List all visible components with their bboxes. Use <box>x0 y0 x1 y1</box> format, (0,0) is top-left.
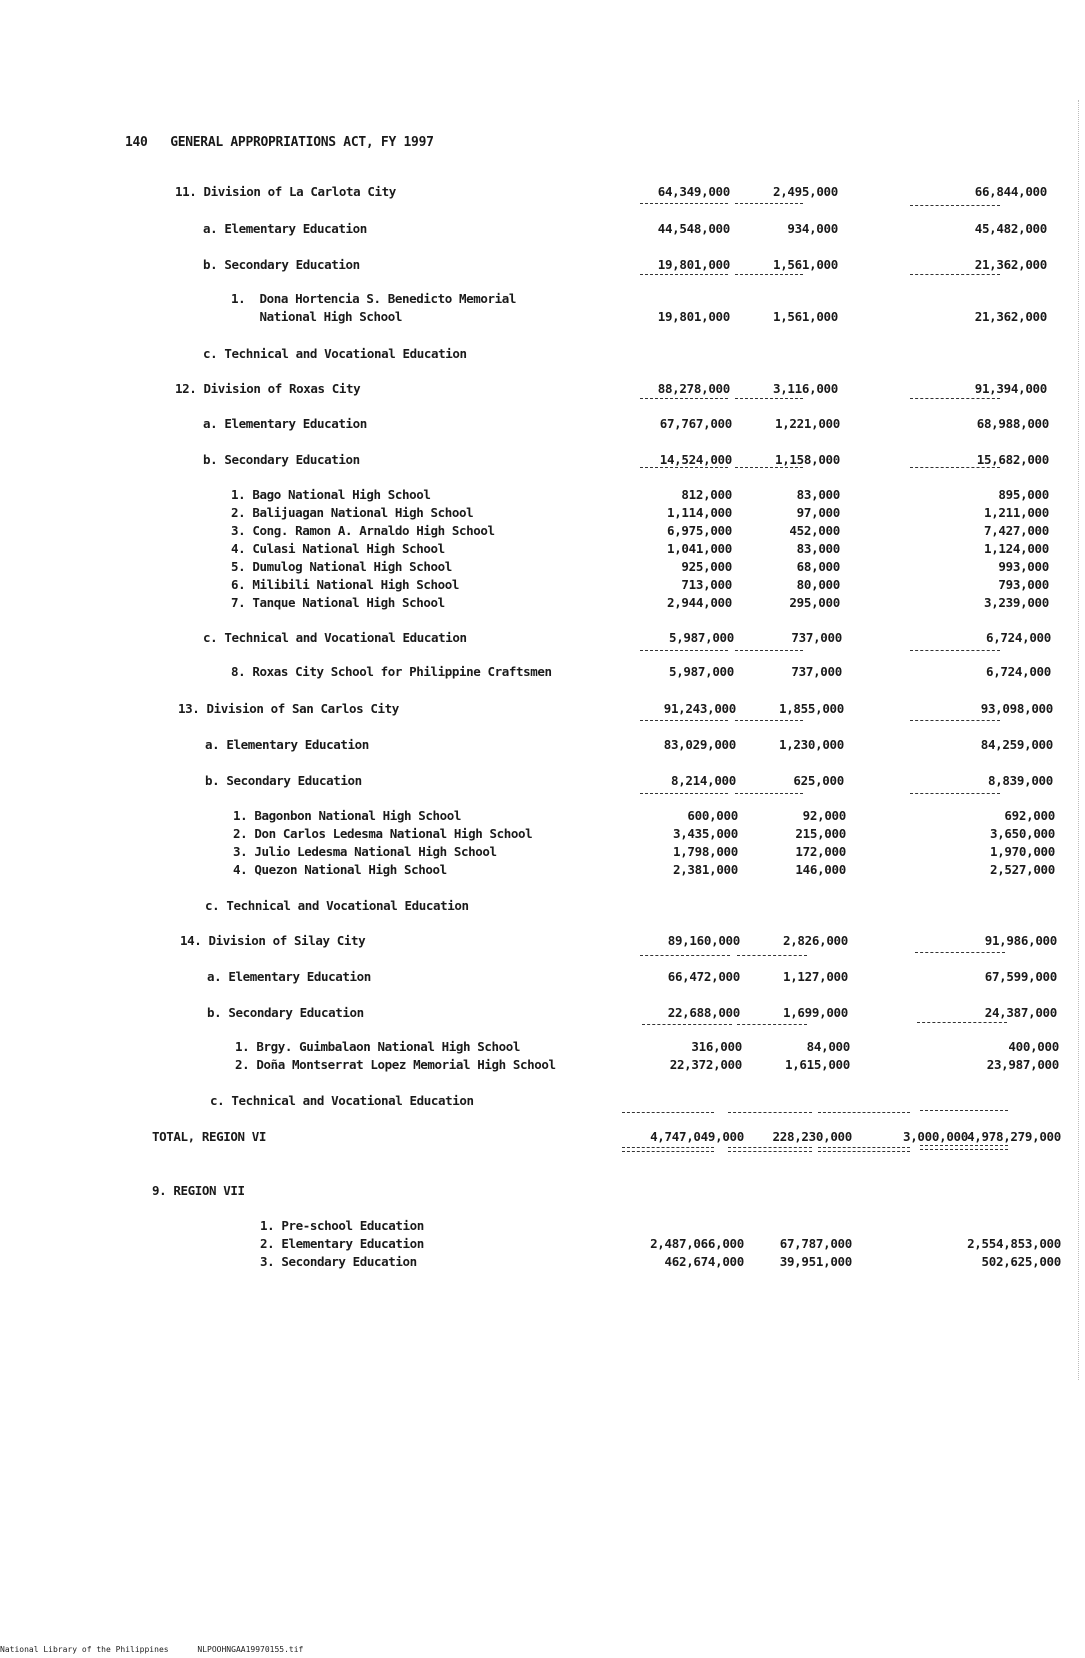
table-row <box>0 1128 1085 1146</box>
subtotal-rule <box>640 720 728 721</box>
total-value: 993,000 <box>998 559 1049 574</box>
current-operating-value: 22,688,000 <box>667 1005 740 1020</box>
total-value: 23,987,000 <box>986 1057 1059 1072</box>
total-value: 91,986,000 <box>984 933 1057 948</box>
row-label: 14. Division of Silay City <box>180 933 366 948</box>
subtotal-rule <box>737 955 807 956</box>
table-row <box>0 843 1085 861</box>
total-value: 502,625,000 <box>981 1254 1061 1269</box>
table-row <box>0 1217 1085 1235</box>
table-row <box>0 1004 1085 1022</box>
table-row <box>0 594 1085 612</box>
footer-library: National Library of the Philippines <box>0 1645 169 1654</box>
total-value: 66,844,000 <box>974 184 1047 199</box>
row-label: a. Elementary Education <box>203 221 367 236</box>
row-label: 2. Doña Montserrat Lopez Memorial High School <box>235 1057 556 1072</box>
capital-outlay-value: 934,000 <box>787 221 838 236</box>
capital-outlay-value: 228,230,000 <box>772 1129 852 1144</box>
row-label: b. Secondary Education <box>207 1005 364 1020</box>
table-row <box>0 486 1085 504</box>
total-value: 3,650,000 <box>989 826 1055 841</box>
subtotal-rule <box>640 955 730 956</box>
capital-outlay-value: 39,951,000 <box>779 1254 852 1269</box>
capital-outlay-value: 84,000 <box>806 1039 850 1054</box>
total-value: 4,978,279,000 <box>967 1129 1061 1144</box>
row-label: 8. Roxas City School for Philippine Craftsmen <box>231 664 552 679</box>
current-operating-value: 44,548,000 <box>657 221 730 236</box>
table-row <box>0 772 1085 790</box>
current-operating-value: 600,000 <box>687 808 738 823</box>
table-row <box>0 1253 1085 1271</box>
row-label: a. Elementary Education <box>205 737 369 752</box>
subtotal-rule <box>642 1024 732 1025</box>
capital-outlay-value: 172,000 <box>795 844 846 859</box>
total-value: 8,839,000 <box>987 773 1053 788</box>
row-label: 6. Milibili National High School <box>231 577 460 592</box>
total-value: 400,000 <box>1008 1039 1059 1054</box>
total-value: 24,387,000 <box>984 1005 1057 1020</box>
subtotal-rule <box>735 467 803 468</box>
total-value: 15,682,000 <box>976 452 1049 467</box>
capital-outlay-value: 83,000 <box>796 541 840 556</box>
capital-outlay-value: 2,495,000 <box>772 184 838 199</box>
current-operating-value: 8,214,000 <box>670 773 736 788</box>
subtotal-rule <box>640 793 728 794</box>
current-operating-value: 2,381,000 <box>672 862 738 877</box>
table-row <box>0 380 1085 398</box>
subtotal-rule <box>920 1110 1008 1111</box>
current-operating-value: 19,801,000 <box>657 309 730 324</box>
subtotal-rule <box>640 650 728 651</box>
current-operating-value: 1,114,000 <box>666 505 732 520</box>
table-row <box>0 1235 1085 1253</box>
total-value: 895,000 <box>998 487 1049 502</box>
subtotal-rule <box>910 720 1000 721</box>
capital-outlay-value: 452,000 <box>789 523 840 538</box>
row-label: 13. Division of San Carlos City <box>178 701 399 716</box>
capital-outlay-value: 625,000 <box>793 773 844 788</box>
capital-outlay-value: 737,000 <box>791 664 842 679</box>
row-label: 4. Quezon National High School <box>233 862 447 877</box>
total-value: 68,988,000 <box>976 416 1049 431</box>
table-row <box>0 663 1085 681</box>
row-label: 1. Dona Hortencia S. Benedicto Memorial National High School <box>231 291 517 324</box>
subtotal-rule <box>910 793 1000 794</box>
capital-outlay-value: 1,855,000 <box>778 701 844 716</box>
row-label: 1. Brgy. Guimbalaon National High School <box>235 1039 521 1054</box>
total-value: 3,239,000 <box>983 595 1049 610</box>
current-operating-value: 4,747,049,000 <box>650 1129 744 1144</box>
table-row <box>0 700 1085 718</box>
row-label: c. Technical and Vocational Education <box>205 898 469 913</box>
current-operating-value: 91,243,000 <box>663 701 736 716</box>
current-operating-value: 22,372,000 <box>669 1057 742 1072</box>
current-operating-value: 2,487,066,000 <box>650 1236 744 1251</box>
subtotal-rule <box>910 274 1000 275</box>
table-row <box>0 897 1085 915</box>
footer-filename: NLPOOHNGAA19970155.tif <box>197 1645 304 1654</box>
current-operating-value: 925,000 <box>681 559 732 574</box>
current-operating-value: 19,801,000 <box>657 257 730 272</box>
total-double-rule <box>728 1147 812 1152</box>
total-value: 21,362,000 <box>974 257 1047 272</box>
row-label: c. Technical and Vocational Education <box>203 346 467 361</box>
current-operating-value: 88,278,000 <box>657 381 730 396</box>
subtotal-rule <box>622 1112 714 1113</box>
page-header <box>125 135 434 150</box>
subtotal-rule <box>910 205 1000 206</box>
total-value: 1,970,000 <box>989 844 1055 859</box>
row-label: b. Secondary Education <box>203 452 360 467</box>
table-row <box>0 1182 1085 1200</box>
capital-outlay-value: 737,000 <box>791 630 842 645</box>
table-row <box>0 504 1085 522</box>
row-label: 9. REGION VII <box>152 1183 245 1198</box>
subtotal-rule <box>735 650 803 651</box>
total-value: 45,482,000 <box>974 221 1047 236</box>
capital-outlay-value: 92,000 <box>802 808 846 823</box>
current-operating-value: 1,798,000 <box>672 844 738 859</box>
current-operating-value: 89,160,000 <box>667 933 740 948</box>
capital-outlay-value: 1,699,000 <box>782 1005 848 1020</box>
capital-outlay-value: 146,000 <box>795 862 846 877</box>
total-value: 84,259,000 <box>980 737 1053 752</box>
row-label: b. Secondary Education <box>205 773 362 788</box>
current-operating-value: 1,041,000 <box>666 541 732 556</box>
subtotal-rule <box>640 203 728 204</box>
page-number: 140 <box>125 135 148 150</box>
row-label: TOTAL, REGION VI <box>152 1129 267 1144</box>
subtotal-rule <box>735 203 803 204</box>
current-operating-value: 67,767,000 <box>659 416 732 431</box>
other-value: 3,000,000 <box>902 1129 968 1144</box>
capital-outlay-value: 1,221,000 <box>774 416 840 431</box>
subtotal-rule <box>640 398 728 399</box>
row-label: c. Technical and Vocational Education <box>203 630 467 645</box>
scan-footer <box>0 1645 327 1654</box>
current-operating-value: 5,987,000 <box>668 630 734 645</box>
subtotal-rule <box>735 793 803 794</box>
table-row <box>0 290 1085 324</box>
current-operating-value: 713,000 <box>681 577 732 592</box>
row-label: a. Elementary Education <box>203 416 367 431</box>
table-row <box>0 415 1085 433</box>
table-row <box>0 629 1085 647</box>
row-label: 3. Julio Ledesma National High School <box>233 844 497 859</box>
capital-outlay-value: 3,116,000 <box>772 381 838 396</box>
current-operating-value: 66,472,000 <box>667 969 740 984</box>
capital-outlay-value: 1,615,000 <box>784 1057 850 1072</box>
subtotal-rule <box>910 467 1000 468</box>
table-row <box>0 183 1085 201</box>
total-value: 6,724,000 <box>985 630 1051 645</box>
capital-outlay-value: 67,787,000 <box>779 1236 852 1251</box>
table-row <box>0 1092 1085 1110</box>
total-value: 67,599,000 <box>984 969 1057 984</box>
row-label: 4. Culasi National High School <box>231 541 445 556</box>
row-label: 1. Pre-school Education <box>260 1218 424 1233</box>
subtotal-rule <box>915 952 1005 953</box>
table-row <box>0 522 1085 540</box>
total-double-rule <box>920 1145 1008 1150</box>
total-value: 91,394,000 <box>974 381 1047 396</box>
subtotal-rule <box>735 720 803 721</box>
total-value: 793,000 <box>998 577 1049 592</box>
row-label: 7. Tanque National High School <box>231 595 445 610</box>
total-value: 2,554,853,000 <box>967 1236 1061 1251</box>
subtotal-rule <box>818 1112 910 1113</box>
capital-outlay-value: 80,000 <box>796 577 840 592</box>
row-label: 12. Division of Roxas City <box>175 381 361 396</box>
total-value: 21,362,000 <box>974 309 1047 324</box>
total-value: 2,527,000 <box>989 862 1055 877</box>
total-value: 1,124,000 <box>983 541 1049 556</box>
total-value: 6,724,000 <box>985 664 1051 679</box>
capital-outlay-value: 68,000 <box>796 559 840 574</box>
row-label: 5. Dumulog National High School <box>231 559 452 574</box>
table-row <box>0 1056 1085 1074</box>
row-label: b. Secondary Education <box>203 257 360 272</box>
total-value: 7,427,000 <box>983 523 1049 538</box>
row-label: 3. Cong. Ramon A. Arnaldo High School <box>231 523 495 538</box>
current-operating-value: 462,674,000 <box>664 1254 744 1269</box>
capital-outlay-value: 97,000 <box>796 505 840 520</box>
table-row <box>0 825 1085 843</box>
row-label: 1. Bago National High School <box>231 487 431 502</box>
row-label: 2. Don Carlos Ledesma National High School <box>233 826 533 841</box>
capital-outlay-value: 295,000 <box>789 595 840 610</box>
capital-outlay-value: 215,000 <box>795 826 846 841</box>
total-value: 93,098,000 <box>980 701 1053 716</box>
table-row <box>0 1038 1085 1056</box>
current-operating-value: 812,000 <box>681 487 732 502</box>
table-row <box>0 576 1085 594</box>
table-row <box>0 932 1085 950</box>
current-operating-value: 2,944,000 <box>666 595 732 610</box>
subtotal-rule <box>735 274 803 275</box>
table-row <box>0 736 1085 754</box>
current-operating-value: 6,975,000 <box>666 523 732 538</box>
table-row <box>0 220 1085 238</box>
row-label: 2. Balijuagan National High School <box>231 505 474 520</box>
table-row <box>0 807 1085 825</box>
table-row <box>0 968 1085 986</box>
subtotal-rule <box>640 274 728 275</box>
document-title: GENERAL APPROPRIATIONS ACT, FY 1997 <box>170 135 434 150</box>
current-operating-value: 64,349,000 <box>657 184 730 199</box>
capital-outlay-value: 2,826,000 <box>782 933 848 948</box>
row-label: c. Technical and Vocational Education <box>210 1093 474 1108</box>
total-value: 692,000 <box>1004 808 1055 823</box>
total-double-rule <box>622 1147 714 1152</box>
row-label: 2. Elementary Education <box>260 1236 424 1251</box>
capital-outlay-value: 1,230,000 <box>778 737 844 752</box>
table-row <box>0 345 1085 363</box>
current-operating-value: 5,987,000 <box>668 664 734 679</box>
row-label: 3. Secondary Education <box>260 1254 417 1269</box>
row-label: 11. Division of La Carlota City <box>175 184 396 199</box>
subtotal-rule <box>735 398 803 399</box>
total-value: 1,211,000 <box>983 505 1049 520</box>
subtotal-rule <box>737 1024 807 1025</box>
current-operating-value: 3,435,000 <box>672 826 738 841</box>
table-row <box>0 861 1085 879</box>
current-operating-value: 316,000 <box>691 1039 742 1054</box>
current-operating-value: 14,524,000 <box>659 452 732 467</box>
capital-outlay-value: 1,127,000 <box>782 969 848 984</box>
row-label: 1. Bagonbon National High School <box>233 808 462 823</box>
total-double-rule <box>818 1147 910 1152</box>
capital-outlay-value: 1,561,000 <box>772 257 838 272</box>
row-label: a. Elementary Education <box>207 969 371 984</box>
table-row <box>0 540 1085 558</box>
subtotal-rule <box>640 467 728 468</box>
subtotal-rule <box>917 1022 1007 1023</box>
capital-outlay-value: 1,561,000 <box>772 309 838 324</box>
capital-outlay-value: 1,158,000 <box>774 452 840 467</box>
current-operating-value: 83,029,000 <box>663 737 736 752</box>
subtotal-rule <box>910 650 1000 651</box>
capital-outlay-value: 83,000 <box>796 487 840 502</box>
table-row <box>0 558 1085 576</box>
subtotal-rule <box>728 1112 812 1113</box>
subtotal-rule <box>910 398 1000 399</box>
table-row <box>0 256 1085 274</box>
